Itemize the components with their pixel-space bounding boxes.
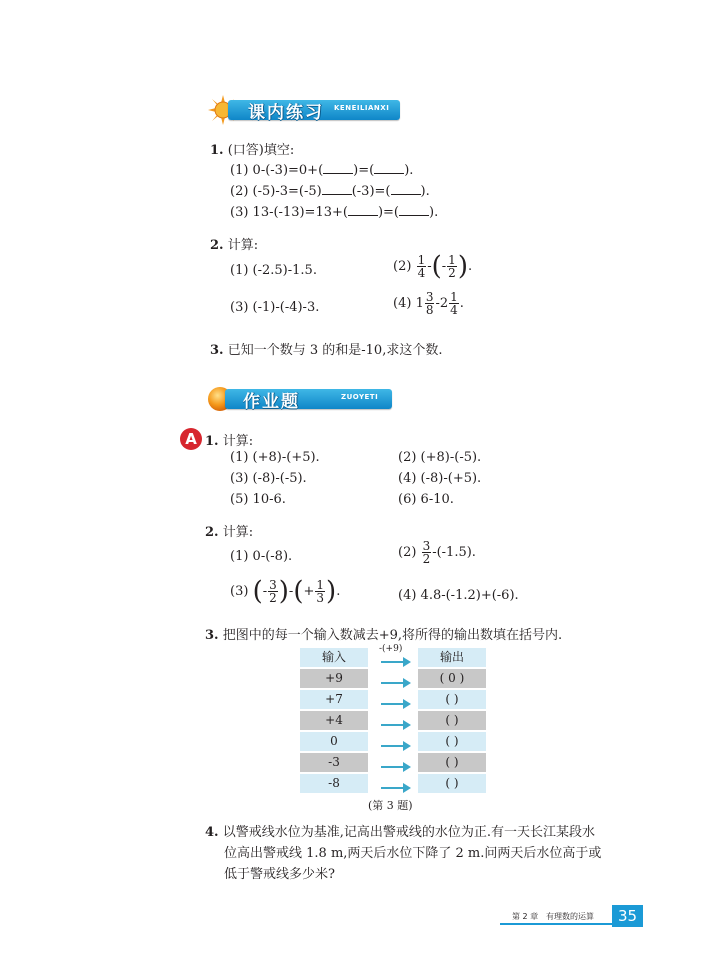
output-cell: ( ) <box>418 690 486 709</box>
arrow-icon <box>381 657 411 667</box>
input-cell: -3 <box>300 753 368 772</box>
homework-1-item: (5) 10-6. <box>230 492 286 507</box>
arrow-icon <box>381 741 411 751</box>
homework-1-item: (6) 6-10. <box>398 492 454 507</box>
section-title: 作业题 <box>243 392 300 412</box>
homework-1-intro: 1. 计算: <box>205 434 254 449</box>
input-cell: +9 <box>300 669 368 688</box>
input-cell: +7 <box>300 690 368 709</box>
arrow-icon <box>381 699 411 709</box>
output-cell: ( ) <box>418 774 486 793</box>
page-footer <box>500 903 645 933</box>
arrow-icon <box>381 783 411 793</box>
output-header: 输出 <box>418 648 486 667</box>
output-cell: ( 0 ) <box>418 669 486 688</box>
exercise-3: 3. 已知一个数与 3 的和是-10,求这个数. <box>210 343 443 358</box>
homework-2-part-2: (2) $\frac{3}{2}$ -(-1.5). <box>398 539 476 566</box>
section-subtitle: ZUOYETI <box>341 393 379 401</box>
exercise-2-intro: 2. 计算: <box>210 238 259 253</box>
output-cell: ( ) <box>418 711 486 730</box>
section-title: 课内练习 <box>248 103 324 123</box>
arrow-icon <box>381 678 411 688</box>
homework-1-item: (3) (-8)-(-5). <box>230 471 307 486</box>
section-header-homework <box>205 387 395 411</box>
input-cell: +4 <box>300 711 368 730</box>
homework-2-part-3: (3) (- $\frac{3}{2}$ )-(+ $\frac{1}{3}$ ). <box>230 576 341 607</box>
homework-1-item: (4) (-8)-(+5). <box>398 471 482 486</box>
homework-1-item: (1) (+8)-(+5). <box>230 450 320 465</box>
exercise-1-line-2: (2) (-5)-3=(-5) (-3)=( ). <box>230 184 430 199</box>
level-a-badge: A <box>180 428 202 450</box>
homework-2-part-1: (1) 0-(-8). <box>230 549 293 564</box>
homework-4-line-3: 低于警戒线多少米? <box>224 867 335 882</box>
operation-label: -(+9) <box>379 644 403 654</box>
figure-caption: (第 3 题) <box>368 799 413 812</box>
exercise-2-part-3: (3) (-1)-(-4)-3. <box>230 300 320 315</box>
input-header: 输入 <box>300 648 368 667</box>
output-cell: ( ) <box>418 753 486 772</box>
output-cell: ( ) <box>418 732 486 751</box>
section-subtitle: KENEILIANXI <box>334 104 390 112</box>
homework-3-text: 3. 把图中的每一个输入数减去+9,将所得的输出数填在括号内. <box>205 628 563 643</box>
homework-2-intro: 2. 计算: <box>205 525 254 540</box>
exercise-2-part-4: (4) 1 $\frac{3}{8}$ -2 $\frac{1}{4}$ . <box>393 290 464 317</box>
homework-4-line-2: 位高出警戒线 1.8 m,两天后水位下降了 2 m.问两天后水位高于或 <box>224 846 602 861</box>
exercise-1-line-1: (1) 0-(-3)=0+( )=( ). <box>230 163 414 178</box>
section-header-in-class <box>208 98 403 122</box>
chapter-title: 有理数的运算 <box>546 912 594 921</box>
chapter-label: 第 2 章 <box>512 912 539 921</box>
exercise-2-part-1: (1) (-2.5)-1.5. <box>230 263 317 278</box>
page-number: 35 <box>612 905 643 927</box>
exercise-1-line-3: (3) 13-(-13)=13+( )=( ). <box>230 205 439 220</box>
io-diagram <box>300 644 500 814</box>
input-cell: -8 <box>300 774 368 793</box>
homework-2-part-4: (4) 4.8-(-1.2)+(-6). <box>398 588 519 603</box>
homework-1-item: (2) (+8)-(-5). <box>398 450 482 465</box>
exercise-2-part-2: (2) $\frac{1}{4}$ -(- $\frac{1}{2}$ ). <box>393 251 473 282</box>
arrow-icon <box>381 762 411 772</box>
homework-4-line-1: 4. 以警戒线水位为基准,记高出警戒线的水位为正.有一天长江某段水 <box>205 825 595 840</box>
input-cell: 0 <box>300 732 368 751</box>
arrow-icon <box>381 720 411 730</box>
exercise-1-intro: 1. (口答)填空: <box>210 143 295 158</box>
